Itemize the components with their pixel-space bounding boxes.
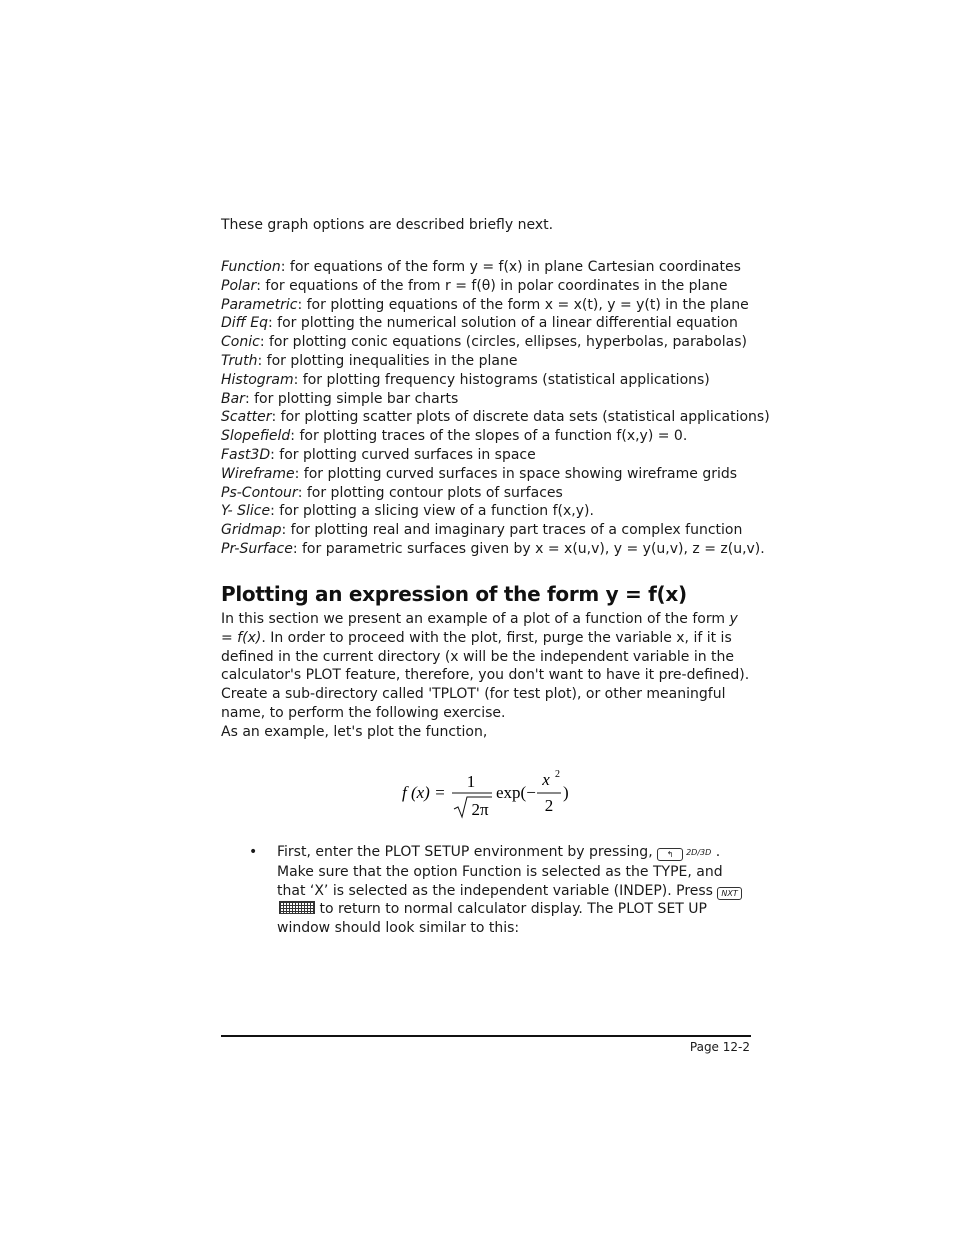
graph-option [221,484,770,503]
bullet-text-3: to return to normal calculator display. The PLOT SET UP window should look similar to this: [277,901,707,937]
graph-option-desc: : for plotting a slicing view of a function f(x,y). [270,503,594,520]
graph-option-name: Parametric [221,296,298,313]
graph-option-desc: : for plotting frequency histograms (statistical applications) [293,371,710,388]
key-2d3d-label: 2D/3D [686,848,712,857]
bullet-text-2: . Make sure that the option Function is selected as the TYPE, and that ‘X’ is selected as the independent variable (INDEP). Press [277,844,723,899]
formula-exponent: 2 [555,769,560,780]
graph-option-name: Gridmap [221,522,282,539]
left-shift-key-icon: ↰ [657,848,683,861]
graph-option-name: Pr-Surface [221,540,293,557]
graph-option-desc: : for plotting curved surfaces in space showing wireframe grids [294,465,738,482]
graph-option [221,408,770,427]
formula-lhs: f (x) = [402,783,446,802]
graph-option-name: Slopefield [221,428,291,445]
formula-numerator: 1 [466,772,476,791]
graph-option-desc: : for plotting equations of the form x = x(t), y = y(t) in the plane [297,296,749,313]
graph-option-name: Polar [221,277,257,294]
graph-option-desc: : for plotting real and imaginary part traces of a complex function [281,522,743,539]
para1-math: y = f(x) [221,611,738,646]
graph-option-name: Truth [221,352,258,369]
graph-option-name: Conic [221,334,260,351]
graph-option [221,540,770,559]
graph-option-name: Wireframe [221,465,295,482]
graph-option-desc: : for plotting curved surfaces in space [270,446,536,463]
graph-option-name: Diff Eq [221,315,268,332]
graph-option-desc: : for plotting the numerical solution of a linear differential equation [267,315,738,332]
nxt-key-icon: NXT [717,887,741,900]
graph-option [221,427,770,446]
graph-option [221,465,770,484]
gaussian-formula [221,765,751,825]
graph-option-name: Bar [221,390,245,407]
graph-option [221,333,770,352]
graph-option-name: Scatter [221,409,272,426]
footer-rule [221,1035,751,1037]
graph-option [221,258,770,277]
graph-option [221,446,770,465]
bullet-dot: • [249,844,258,860]
graph-option [221,314,770,333]
graph-option [221,521,770,540]
graph-option [221,352,770,371]
formula-two: 2 [544,796,554,815]
formula-x: x [542,770,550,789]
graph-option-desc: : for parametric surfaces given by x = x(u,v), y = y(u,v), z = z(u,v). [292,540,765,557]
graph-option-desc: : for equations of the form y = f(x) in plane Cartesian coordinates [280,259,741,275]
bullet-text-1: First, enter the PLOT SETUP environment by pressing, [277,844,658,860]
graph-options-list [221,258,770,559]
bullet-text [277,843,747,938]
graph-option [221,277,770,296]
graph-option-desc: : for plotting scatter plots of discrete data sets (statistical applications) [271,409,770,426]
para1-rest: . In order to proceed with the plot, first, purge the variable x, if it is defined in the current directory (x will be the independent variable in the calculator's PLOT feature, therefore, you don't want to have it pre-defined). Create a sub-directory called 'TPLOT' (for test plot), or other meaningful name, to perform the following exercise. [221,629,750,721]
formula-close: ) [563,783,569,802]
graph-option-name: Ps-Contour [221,484,298,501]
graph-option-desc: : for equations of the from r = f(θ) in polar coordinates in the plane [256,277,728,294]
graph-option-desc: : for plotting contour plots of surfaces [297,484,563,501]
graph-option [221,296,770,315]
formula-denominator: 2π [471,800,489,819]
graph-option [221,371,770,390]
graph-option-name: Histogram [221,371,294,388]
graph-option-desc: : for plotting simple bar charts [244,390,459,407]
graph-option [221,502,770,521]
graph-option-name: Y- Slice [221,503,271,520]
formula-exp: exp(− [496,783,536,802]
graph-option-desc: : for plotting inequalities in the plane [257,352,518,369]
graph-option-name: Fast3D [221,446,271,463]
graph-option-name: Function [221,259,281,275]
paragraph-1 [221,610,751,723]
softmenu-key-icon [279,901,315,914]
graph-option-desc: : for plotting traces of the slopes of a function f(x,y) = 0. [290,428,688,445]
para1-text: In this section we present an example of a plot of a function of the form [221,611,730,627]
page-number: Page 12-2 [689,1040,750,1054]
intro-text: These graph options are described briefly next. [221,217,554,233]
graph-option [221,390,770,409]
paragraph-2: As an example, let's plot the function, [221,723,488,740]
graph-option-desc: : for plotting conic equations (circles, ellipses, hyperbolas, parabolas) [259,334,747,351]
section-paragraph [221,610,751,742]
section-heading: Plotting an expression of the form y = f(x) [221,582,687,606]
